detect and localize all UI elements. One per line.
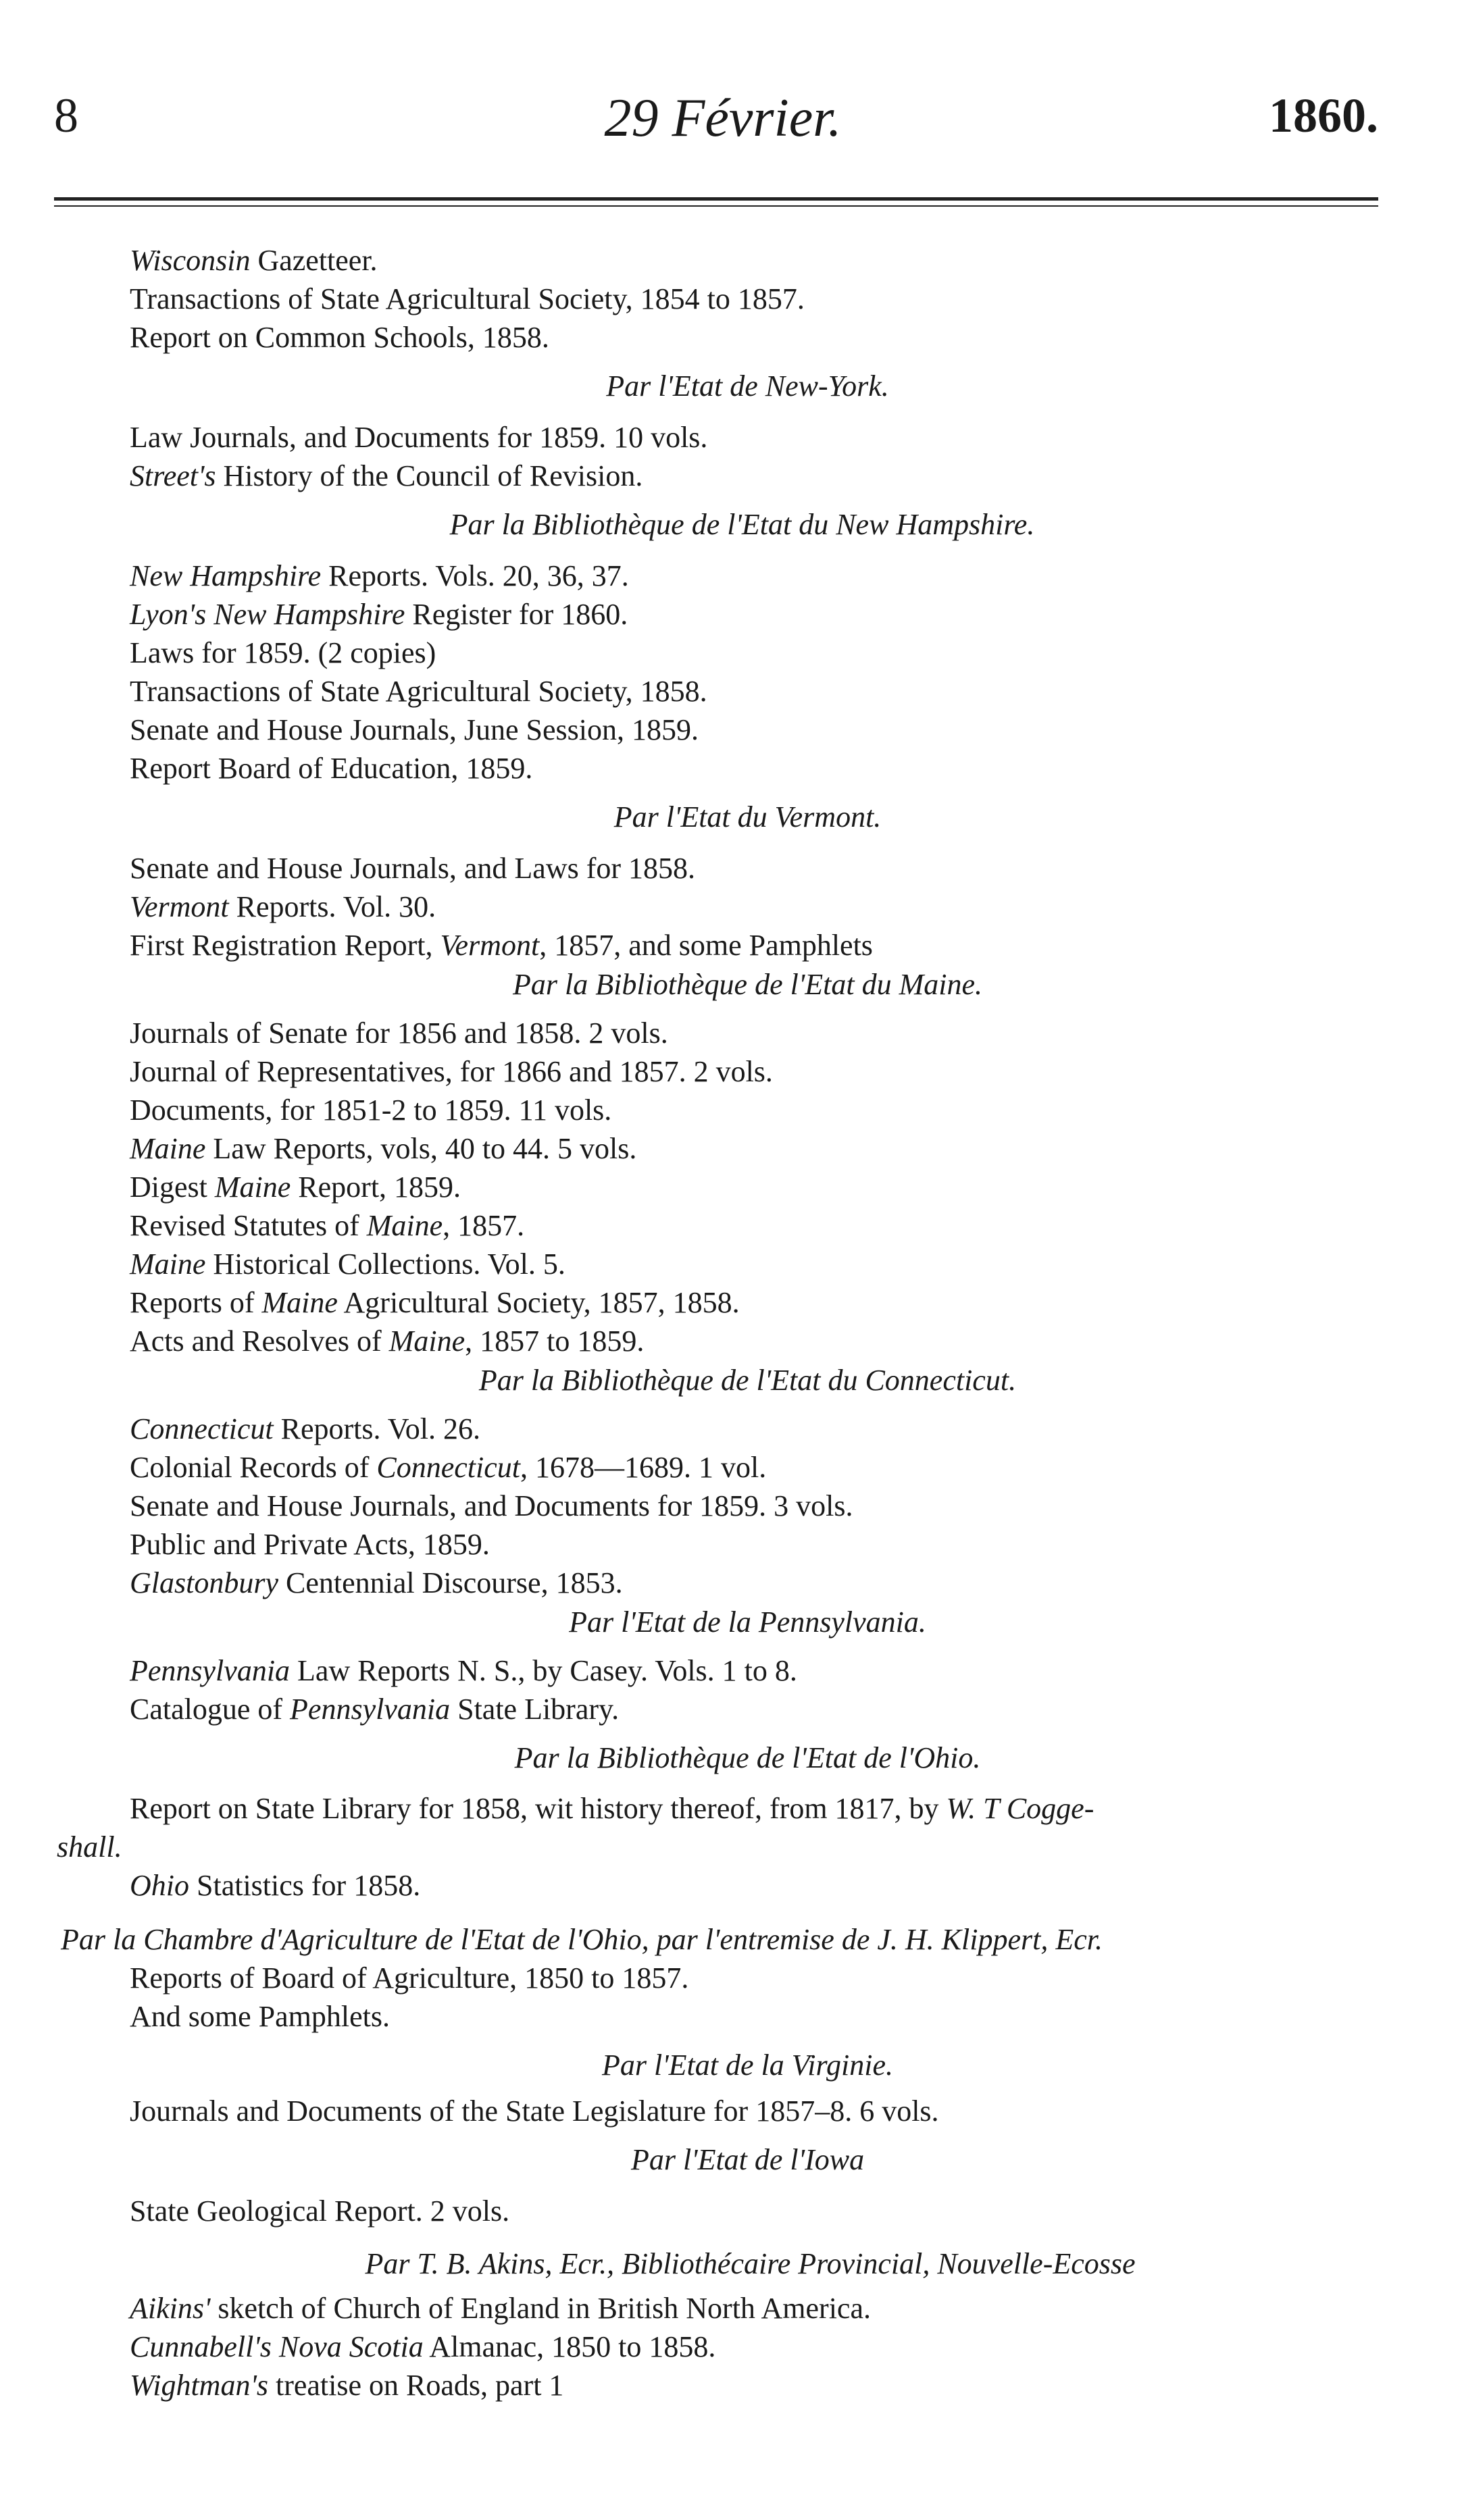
section-heading: Par la Bibliothèque de l'Etat du Connecticut. [478,1364,1017,1397]
list-item: Maine Law Reports, vols, 40 to 44. 5 vols. [130,1132,637,1165]
header-rule-thick [54,197,1378,201]
list-item: Reports of Board of Agriculture, 1850 to 1857. [130,1961,689,1995]
list-item: Senate and House Journals, June Session, 1859. [130,713,699,746]
list-item: Street's History of the Council of Revision. [130,459,643,492]
list-item: Wisconsin Gazetteer. [130,244,378,277]
list-item: Journals of Senate for 1856 and 1858. 2 vols. [130,1017,668,1050]
list-item: Documents, for 1851-2 to 1859. 11 vols. [130,1094,612,1127]
list-item: Cunnabell's Nova Scotia Almanac, 1850 to 1858. [130,2330,716,2363]
list-item: Journal of Representatives, for 1866 and 1857. 2 vols. [130,1055,773,1088]
list-item: Acts and Resolves of Maine, 1857 to 1859. [130,1325,645,1358]
list-item: Transactions of State Agricultural Society, 1858. [130,675,707,708]
list-item-continuation: shall. [57,1830,122,1863]
list-item: Colonial Records of Connecticut, 1678—1689. 1 vol. [130,1451,767,1484]
list-item: Pennsylvania Law Reports N. S., by Casey. Vols. 1 to 8. [130,1654,797,1687]
list-item: Laws for 1859. (2 copies) [130,636,436,669]
list-item: Report on Common Schools, 1858. [130,321,549,354]
list-item: Digest Maine Report, 1859. [130,1171,461,1204]
list-item: Law Journals, and Documents for 1859. 10 vols. [130,421,708,454]
list-item: Senate and House Journals, and Laws for 1858. [130,852,696,885]
section-heading: Par la Chambre d'Agriculture de l'Etat de l'Ohio, par l'entremise de J. H. Klippert, Ecr. [61,1923,1103,1956]
list-item: Revised Statutes of Maine, 1857. [130,1209,525,1242]
section-heading: Par la Bibliothèque de l'Etat du Maine. [513,968,982,1001]
section-heading: Par l'Etat du Vermont. [613,800,882,833]
section-heading: Par l'Etat de la Pennsylvania. [569,1605,926,1639]
list-item: Wightman's treatise on Roads, part 1 [130,2369,564,2402]
section-heading: Par l'Etat de l'Iowa [630,2143,865,2176]
list-item: Connecticut Reports. Vol. 26. [130,1412,481,1445]
section-heading: Par la Bibliothèque de l'Etat du New Hampshire. [449,508,1035,541]
list-item: Catalogue of Pennsylvania State Library. [130,1693,620,1726]
list-item: Senate and House Journals, and Documents for 1859. 3 vols. [130,1489,853,1522]
section-heading: Par l'Etat de New-York. [606,369,889,403]
running-header [54,88,1392,149]
list-item: Report Board of Education, 1859. [130,752,533,785]
page-year: 1860. [1269,88,1378,143]
section-heading: Par la Bibliothèque de l'Etat de l'Ohio. [514,1741,981,1774]
section-heading: Par l'Etat de la Virginie. [601,2049,894,2082]
list-item: Glastonbury Centennial Discourse, 1853. [130,1566,623,1599]
list-item: Report on State Library for 1858, wit history thereof, from 1817, by W. T Cogge- [130,1792,1094,1825]
list-item: New Hampshire Reports. Vols. 20, 36, 37. [130,559,629,592]
list-item: Lyon's New Hampshire Register for 1860. [130,598,628,631]
list-item: Reports of Maine Agricultural Society, 1857, 1858. [130,1286,740,1319]
header-rule-thin [54,205,1378,207]
section-heading: Par T. B. Akins, Ecr., Bibliothécaire Provincial, Nouvelle-Ecosse [365,2247,1136,2280]
list-item: Aikins' sketch of Church of England in British North America. [130,2292,871,2325]
list-item: Vermont Reports. Vol. 30. [130,890,436,923]
list-item: Maine Historical Collections. Vol. 5. [130,1248,565,1281]
page-number: 8 [54,88,78,143]
list-item: Ohio Statistics for 1858. [130,1869,421,1902]
list-item: Public and Private Acts, 1859. [130,1528,490,1561]
list-item: Journals and Documents of the State Legislature for 1857–8. 6 vols. [130,2094,939,2128]
list-item: Transactions of State Agricultural Society, 1854 to 1857. [130,282,805,315]
list-item: And some Pamphlets. [130,2000,390,2033]
list-item: State Geological Report. 2 vols. [130,2194,510,2228]
list-item: First Registration Report, Vermont, 1857, and some Pamphlets [130,929,873,962]
page-title: 29 Février. [604,88,842,148]
